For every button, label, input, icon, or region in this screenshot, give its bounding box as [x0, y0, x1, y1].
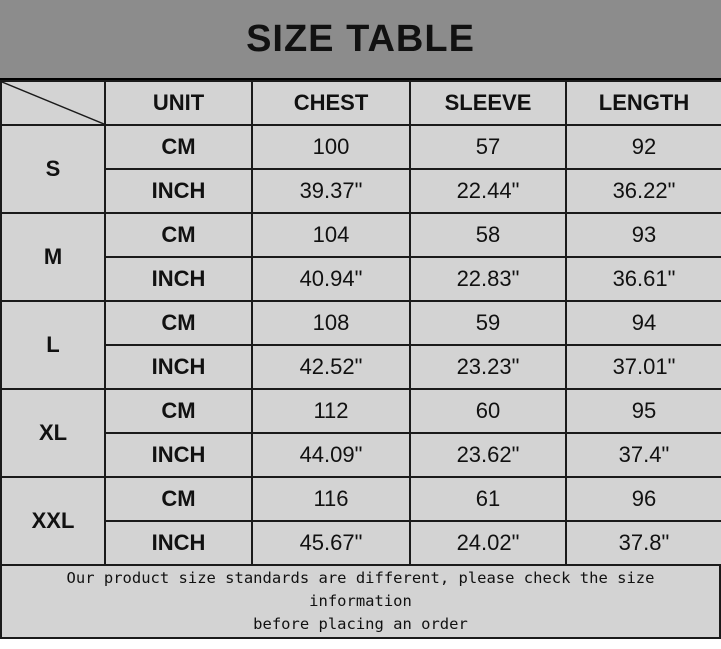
length-value: 93	[566, 213, 721, 257]
table-row	[1, 213, 721, 257]
column-header-chest: CHEST	[252, 81, 410, 125]
length-value: 37.4"	[566, 433, 721, 477]
note-line-1: Our product size standards are different, please check the size information	[66, 568, 655, 610]
size-label-l: L	[1, 301, 105, 389]
sleeve-value: 59	[410, 301, 566, 345]
unit-label: INCH	[105, 433, 252, 477]
size-label-xxl: XXL	[1, 477, 105, 565]
table-row	[1, 521, 721, 565]
chest-value: 100	[252, 125, 410, 169]
table-row	[1, 345, 721, 389]
unit-label: CM	[105, 301, 252, 345]
table-row	[1, 477, 721, 521]
chest-value: 40.94"	[252, 257, 410, 301]
size-label-xl: XL	[1, 389, 105, 477]
column-header-unit: UNIT	[105, 81, 252, 125]
bottom-strip	[0, 639, 721, 649]
unit-label: CM	[105, 477, 252, 521]
table-header-row	[1, 81, 721, 125]
size-label-m: M	[1, 213, 105, 301]
unit-label: CM	[105, 125, 252, 169]
page-title: SIZE TABLE	[246, 17, 475, 60]
length-value: 36.22"	[566, 169, 721, 213]
length-value: 36.61"	[566, 257, 721, 301]
length-value: 94	[566, 301, 721, 345]
size-label-s: S	[1, 125, 105, 213]
unit-label: CM	[105, 213, 252, 257]
table-row	[1, 169, 721, 213]
length-value: 92	[566, 125, 721, 169]
length-value: 37.01"	[566, 345, 721, 389]
table-row	[1, 125, 721, 169]
chest-value: 42.52"	[252, 345, 410, 389]
sleeve-value: 23.62"	[410, 433, 566, 477]
chest-value: 116	[252, 477, 410, 521]
chest-value: 44.09"	[252, 433, 410, 477]
note-line-2: before placing an order	[253, 615, 468, 634]
table-row	[1, 257, 721, 301]
diagonal-line-icon	[2, 82, 104, 124]
column-header-sleeve: SLEEVE	[410, 81, 566, 125]
chest-value: 108	[252, 301, 410, 345]
size-table	[0, 80, 721, 566]
length-value: 95	[566, 389, 721, 433]
table-row	[1, 301, 721, 345]
sleeve-value: 57	[410, 125, 566, 169]
length-value: 37.8"	[566, 521, 721, 565]
sleeve-value: 22.44"	[410, 169, 566, 213]
unit-label: INCH	[105, 521, 252, 565]
unit-label: INCH	[105, 345, 252, 389]
unit-label: INCH	[105, 257, 252, 301]
table-row	[1, 389, 721, 433]
chest-value: 104	[252, 213, 410, 257]
chest-value: 39.37"	[252, 169, 410, 213]
chest-value: 45.67"	[252, 521, 410, 565]
sleeve-value: 23.23"	[410, 345, 566, 389]
corner-diagonal-cell	[1, 81, 105, 125]
sleeve-value: 61	[410, 477, 566, 521]
length-value: 96	[566, 477, 721, 521]
column-header-length: LENGTH	[566, 81, 721, 125]
chest-value: 112	[252, 389, 410, 433]
table-row	[1, 433, 721, 477]
sleeve-value: 22.83"	[410, 257, 566, 301]
sleeve-value: 24.02"	[410, 521, 566, 565]
unit-label: CM	[105, 389, 252, 433]
title-bar	[0, 0, 721, 80]
unit-label: INCH	[105, 169, 252, 213]
sleeve-value: 58	[410, 213, 566, 257]
size-disclaimer-note	[0, 566, 721, 639]
sleeve-value: 60	[410, 389, 566, 433]
